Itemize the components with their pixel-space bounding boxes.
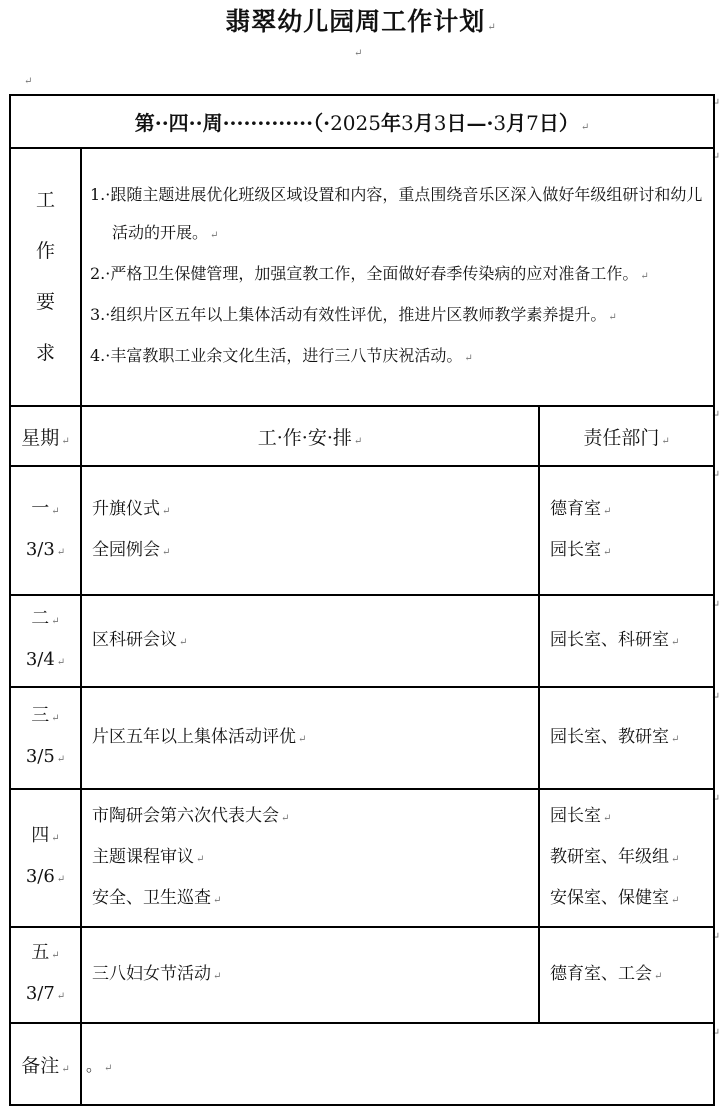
column-header-day: 星期 ↵	[10, 406, 81, 466]
week-header-row	[10, 95, 714, 148]
requirements-row	[10, 148, 714, 406]
table-row	[10, 927, 714, 1023]
row-end-mark: ↵	[711, 792, 721, 805]
requirement-item: 2.·严格卫生保健管理，加强宣教工作，全面做好春季传染病的应对准备工作。 ↵	[90, 264, 649, 283]
row-end-mark: ↵	[711, 96, 721, 109]
day-cell: 四 ↵ 3/6 ↵	[10, 789, 81, 927]
week-header: 第··四··周·············（·2025年3月3日—·3月7日） ↵	[10, 95, 714, 148]
table-row	[10, 466, 714, 595]
tasks-cell: 三八妇女节活动 ↵	[81, 927, 539, 1023]
dept-cell: 德育室、工会 ↵	[539, 927, 714, 1023]
requirements-label: 工 作 要 求	[10, 148, 81, 406]
row-end-mark: ↵	[711, 1026, 721, 1039]
dept-cell: 园长室 ↵ 教研室、年级组 ↵ 安保室、保健室 ↵	[539, 789, 714, 927]
dept-cell: 园长室、科研室 ↵	[539, 595, 714, 687]
dept-cell: 园长室、教研室 ↵	[539, 687, 714, 789]
remark-cell: 。 ↵	[81, 1023, 714, 1105]
tasks-cell: 市陶研会第六次代表大会 ↵ 主题课程审议 ↵ 安全、卫生巡查 ↵	[81, 789, 539, 927]
paragraph-mark: ↵	[24, 76, 33, 87]
column-header-tasks: 工·作·安·排 ↵	[81, 406, 539, 466]
tasks-cell: 升旗仪式 ↵ 全园例会 ↵	[81, 466, 539, 595]
requirements-list	[81, 148, 714, 406]
day-cell: 一 ↵ 3/3 ↵	[10, 466, 81, 595]
requirement-item: 3.·组织片区五年以上集体活动有效性评优，推进片区教师教学素养提升。 ↵	[90, 305, 617, 324]
day-cell: 五 ↵ 3/7 ↵	[10, 927, 81, 1023]
row-end-mark: ↵	[711, 598, 721, 611]
column-header-row	[10, 406, 714, 466]
table-row	[10, 789, 714, 927]
row-end-mark: ↵	[711, 468, 721, 481]
table-row	[10, 595, 714, 687]
weekly-plan-table	[9, 94, 715, 1106]
column-header-dept: 责任部门 ↵	[539, 406, 714, 466]
requirement-item: 1.·跟随主题进展优化班级区域设置和内容，重点围绕音乐区深入做好年级组研讨和幼儿活动的开展。 ↵	[90, 185, 703, 242]
day-cell: 二 ↵ 3/4 ↵	[10, 595, 81, 687]
row-end-mark: ↵	[711, 690, 721, 703]
tasks-cell: 区科研会议 ↵	[81, 595, 539, 687]
tasks-cell: 片区五年以上集体活动评优 ↵	[81, 687, 539, 789]
remark-row	[10, 1023, 714, 1105]
requirement-item: 4.·丰富教职工业余文化生活，进行三八节庆祝活动。 ↵	[90, 346, 473, 365]
row-end-mark: ↵	[711, 408, 721, 421]
table-row	[10, 687, 714, 789]
remark-label: 备注 ↵	[10, 1023, 81, 1105]
page-title: 翡翠幼儿园周工作计划 ↵	[225, 7, 497, 36]
row-end-mark: ↵	[711, 150, 721, 163]
dept-cell: 德育室 ↵ 园长室 ↵	[539, 466, 714, 595]
paragraph-mark: ↵	[354, 48, 363, 59]
row-end-mark: ↵	[711, 930, 721, 943]
day-cell: 三 ↵ 3/5 ↵	[10, 687, 81, 789]
